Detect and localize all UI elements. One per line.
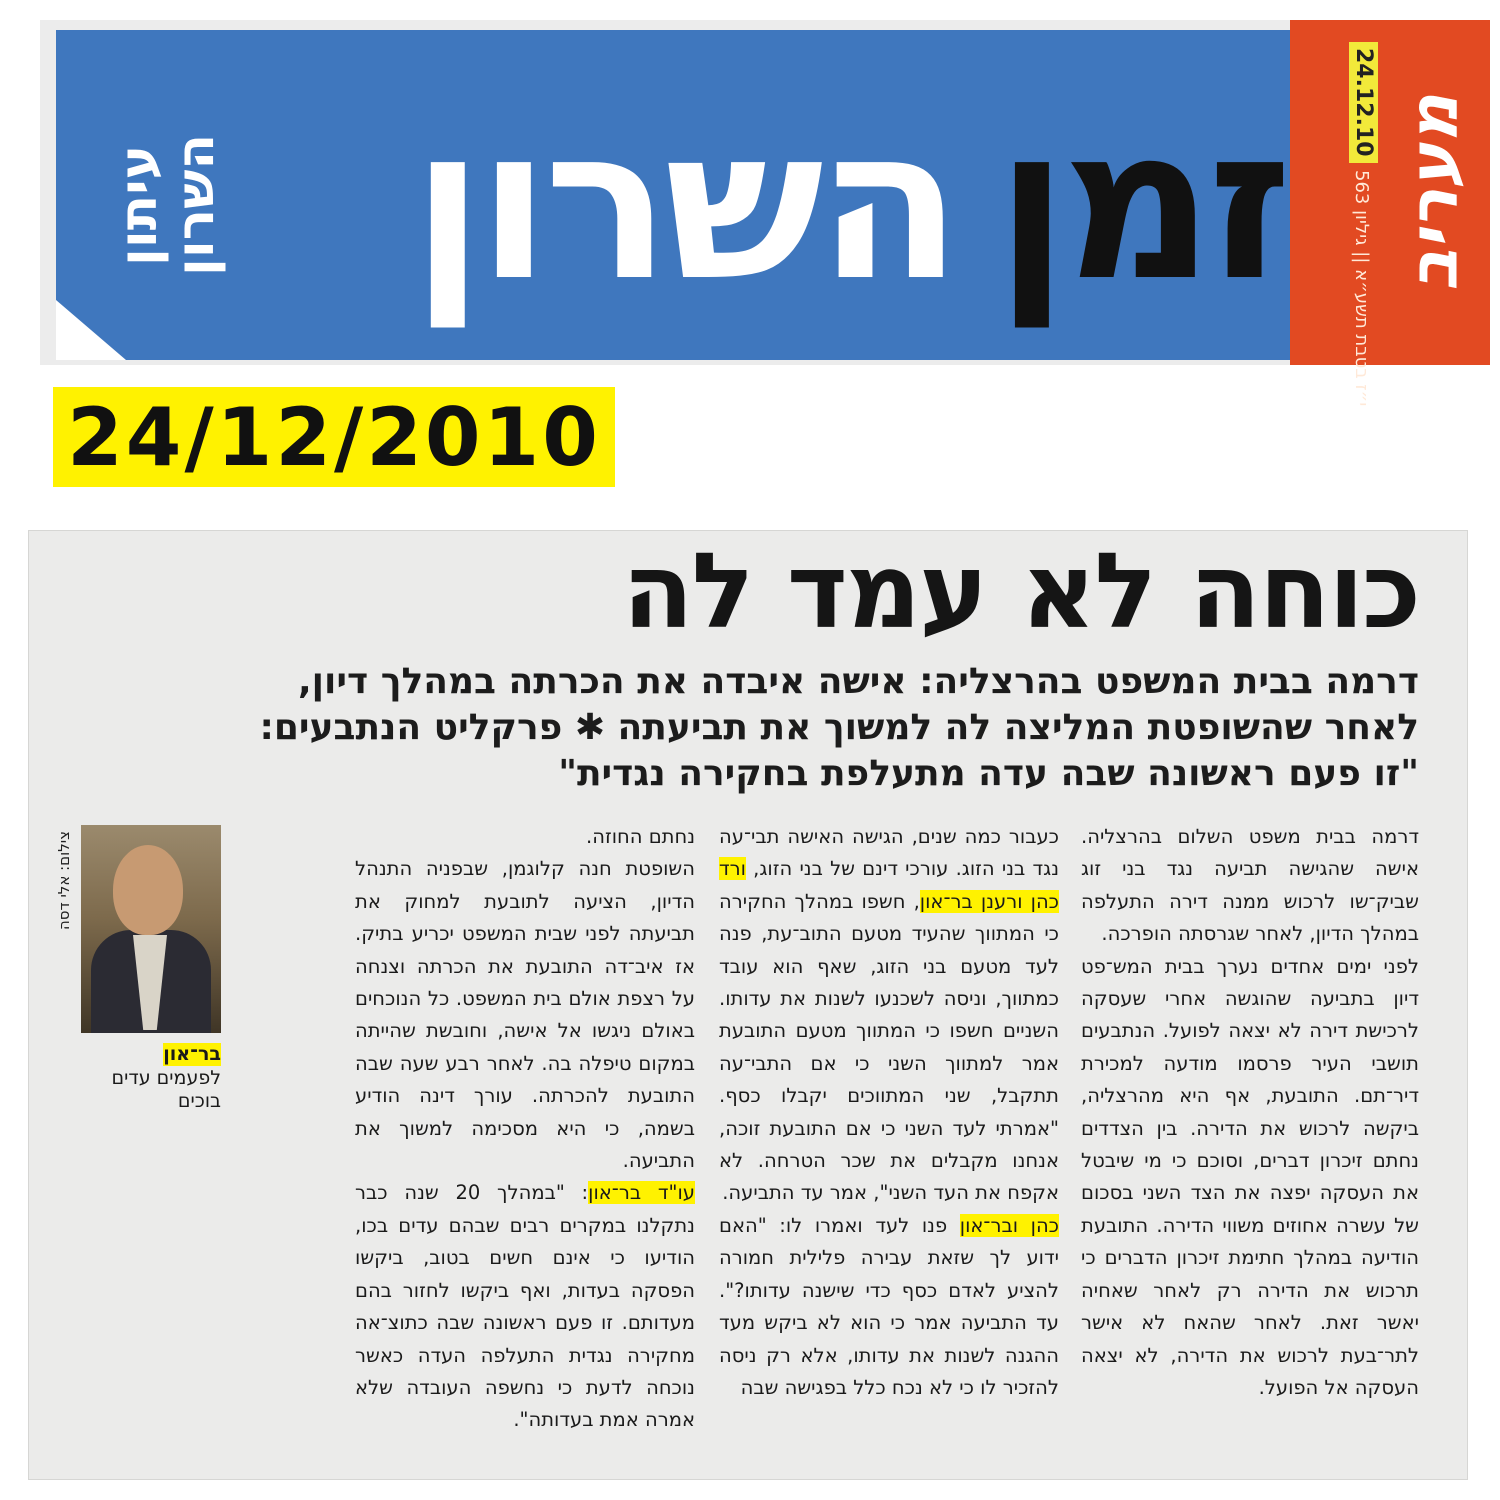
paragraph: נחתם החוזה. (586, 825, 695, 848)
caption-text: לפעמים עדים בוכים (111, 1067, 221, 1112)
masthead-title (412, 80, 1286, 330)
masthead-banner (56, 30, 1326, 360)
text-run: , חשפו במהלך החקירה כי המתווך שהעיד מטעם התוב־עת, פנה לעד מטעם בני הזוג, שאף הוא עובד כמתווך, וניסה לשכנעו לשנות את עדותו. השניים חשפו כי המתווך מטעם התובעת אמר למתווך השני כי אם התבי־עה תתקבל, שני המתווכים יקבלו כסף. "אמרתי לעד השני כי אם התובעת זוכה, אנחנו מקבלים את שכר הטרחה. לא אקפח את העד השני", אמר עד התביעה. (719, 889, 1059, 1205)
paragraph (355, 1177, 695, 1436)
masthead-slogan: עיתון השרון (109, 133, 227, 277)
highlighted-name: עו"ד בר־און (588, 1181, 695, 1205)
subhead-line: "זו פעם ראשונה שבה עדה מתעלפת בחקירה נגדית" (558, 753, 1419, 794)
photo-caption (71, 1043, 221, 1113)
subhead-line: לאחר שהשופטת המליצה לה למשוך את תביעתה ✱ פרקליט הנתבעים: (259, 707, 1419, 748)
masthead-title-word-1: זמן (995, 82, 1286, 327)
photo-block (49, 821, 221, 1141)
paragraph (719, 821, 1059, 1210)
highlighted-names: ורד כהן ורענן בר־און (719, 857, 1059, 913)
article-subhead (69, 659, 1419, 797)
subhead-line: דרמה בבית המשפט בהרצליה: אישה איבדה את הכרתה במהלך דיון, (298, 661, 1419, 702)
brand-strip (1290, 20, 1490, 407)
highlighted-names: כהן ובר־און (959, 1213, 1059, 1237)
brand-logo: מעריב (1394, 94, 1474, 291)
paragraph (719, 1210, 1059, 1404)
portrait-photo (81, 825, 221, 1033)
date-banner-text: 24/12/2010 (67, 390, 601, 484)
photo-credit: צילום: אלי דסה (55, 831, 73, 931)
date-banner (53, 387, 615, 487)
article-column-2 (719, 821, 1059, 1404)
photo-head (113, 845, 183, 935)
text-run: כעבור כמה שנים, הגישה האישה תבי־עה נגד בני הזוג. עורכי דינם של בני הזוג, (719, 825, 1059, 881)
text-run: : "במהלך 20 שנה כבר נתקלנו במקרים רבים שבהם עדים בכו, הודיעו כי אינם חשים בטוב, ביקשו הפסקה בעדות, ואף ביקשו לחזור בהם מעדותם. זו פעם ראשונה שבה כתוצ־אה מחקירה נגדית התעלפה העדה כאשר נוכחה לדעת כי נחשפה העובדה שלא אמרה אמת בעדותה". (355, 1181, 695, 1432)
text-run: פנו לעד ואמרו לו: "האם ידוע לך שזאת עבירה פלילית חמורה להציע לאדם כסף כדי שישנה עדותו?". עד התביעה אמר כי הוא לא ביקש מעד ההגנה לשנות את עדותו, אלא רק ניסה להזכיר לו כי לא נכח כלל בפגישה שבה (719, 1213, 1059, 1399)
article-headline: כוחה לא עמד לה (622, 530, 1419, 652)
paragraph: השופטת חנה קלוגמן, שבפניה התנהל הדיון, הציעה לתובעת למחוק את תביעתה לפני שבית המשפט יכריע בתיק. אז איב־דה התובעת את הכרתה וצנחה על רצפת אולם בית המשפט. כל הנוכחים באולם ניגשו אל אישה, וחובשת שהייתה במקום טיפלה בה. לאחר רבע שעה שבה התובעת להכרתה. עורך דינה הודיע בשמה, כי היא מסכימה למשוך את התביעה. (355, 857, 695, 1173)
article-column-3 (355, 821, 695, 1437)
article-clipping (28, 530, 1468, 1480)
masthead-title-word-2: השרון (411, 82, 956, 327)
paragraph: דרמה בבית משפט השלום בהרצליה. אישה שהגישה תביעה נגד בני זוג שביק־שו לרכוש ממנה דירה התעלפה במהלך הדיון, לאחר שגרסתה הופרכה. (1081, 825, 1419, 946)
paragraph: לפני ימים אחדים נערך בבית המש־פט דיון בתביעה שהוגשה אחרי שעסקה לרכישת דירה לא יצאה לפועל. הנתבעים תושבי העיר פרסמו מודעה למכירת דיר־תם. התובעת, אף היא מהרצליה, ביקשה לרכוש את הדירה. בין הצדדים נחתם זיכרון דברים, וסוכם כי מי שיבטל את העסקה יפצה את הצד השני בסכום של עשרה אחוזים משווי הדירה. התובעת הודיעה במהלך חתימת זיכרון הדברים כי תרכוש את הדירה רק לאחר שאחיה יאשר זאת. לאחר שהאח לא אישר לתר־בעת לרכוש את הדירה, לא יצאה העסקה אל הפועל. (1081, 954, 1419, 1399)
masthead (40, 20, 1490, 407)
issue-date: 24.12.10 (1349, 42, 1378, 163)
issue-line: י״ז בטבת תשע״א || גיליון 563 (1351, 170, 1372, 407)
caption-name: בר־און (163, 1043, 221, 1065)
article-column-1 (1081, 821, 1419, 1404)
